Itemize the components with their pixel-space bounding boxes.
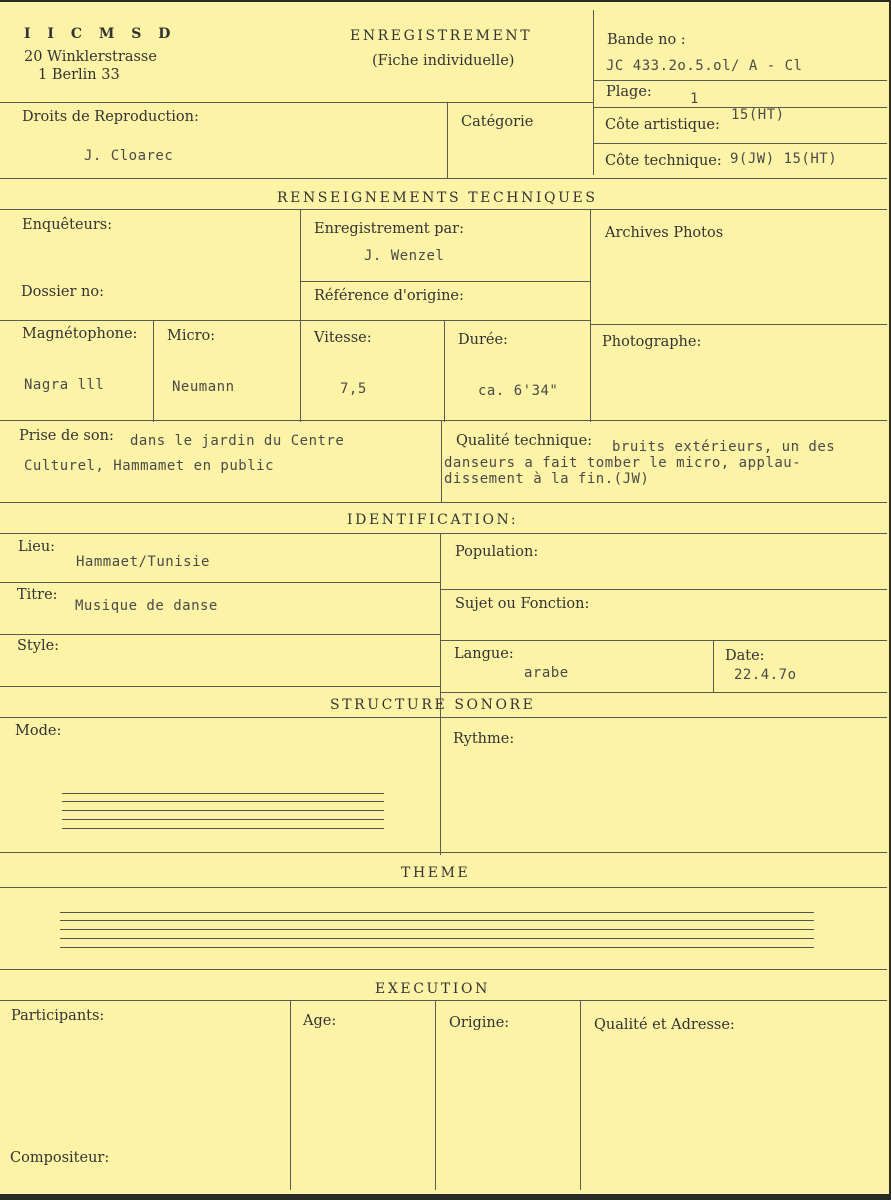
plage-value: 1 (690, 91, 699, 107)
micro-value: Neumann (172, 379, 235, 395)
qualite-technique-label: Qualité technique: (456, 433, 593, 449)
divider (0, 178, 887, 179)
divider (0, 420, 887, 421)
divider (590, 209, 591, 422)
section-identification: IDENTIFICATION: (347, 512, 519, 528)
archives-label: Archives Photos (605, 225, 724, 241)
sujet-label: Sujet ou Fonction: (455, 596, 590, 612)
magnetophone-label: Magnétophone: (22, 326, 138, 342)
divider (300, 209, 301, 422)
address-street: 20 Winklerstrasse (24, 49, 157, 65)
rythme-label: Rythme: (453, 731, 515, 747)
logo: I I C M S D (24, 26, 177, 42)
lieu-value: Hammaet/Tunisie (76, 554, 210, 570)
divider (593, 10, 594, 175)
section-structure: STRUCTURE SONORE (330, 697, 536, 713)
participants-label: Participants: (11, 1008, 105, 1024)
prise-de-son-line2: Culturel, Hammamet en public (24, 458, 275, 474)
divider (435, 1000, 436, 1190)
duree-value: ca. 6'34" (478, 383, 559, 399)
staff-line (62, 828, 384, 829)
address-city: 1 Berlin 33 (38, 67, 120, 83)
divider (0, 1000, 887, 1001)
plage-label: Plage: (606, 84, 652, 100)
divider (0, 852, 887, 853)
divider (590, 324, 887, 325)
cote-artistique-label: Côte artistique: (605, 117, 720, 133)
qualite-technique-line1: bruits extérieurs, un des (612, 439, 836, 455)
prise-de-son-label: Prise de son: (19, 428, 114, 444)
categorie-label: Catégorie (461, 114, 534, 130)
origine-label: Origine: (449, 1015, 510, 1031)
divider (153, 320, 154, 422)
card-title: ENREGISTREMENT (350, 28, 533, 44)
droits-value: J. Cloarec (84, 148, 174, 164)
divider (0, 209, 887, 210)
divider (0, 102, 593, 103)
qualite-technique-line3: dissement à la fin.(JW) (444, 471, 650, 487)
staff-line (62, 819, 384, 820)
staff-line (60, 938, 814, 939)
photographe-label: Photographe: (602, 334, 702, 350)
divider (440, 589, 887, 590)
qualite-technique-line2: danseurs a fait tomber le micro, applau- (444, 455, 802, 471)
mode-label: Mode: (15, 723, 62, 739)
titre-label: Titre: (17, 587, 58, 603)
lieu-label: Lieu: (18, 539, 56, 555)
enqueteurs-label: Enquêteurs: (22, 217, 113, 233)
enregistrement-par-value: J. Wenzel (364, 248, 445, 264)
divider (0, 320, 590, 321)
staff-line (60, 929, 814, 930)
divider (440, 692, 887, 693)
qualite-adresse-label: Qualité et Adresse: (594, 1017, 735, 1033)
divider (0, 533, 887, 534)
staff-line (62, 793, 384, 794)
divider (0, 686, 440, 687)
compositeur-label: Compositeur: (10, 1150, 110, 1166)
divider (593, 80, 887, 81)
date-value: 22.4.7o (734, 667, 797, 683)
card-subtitle: (Fiche individuelle) (372, 53, 515, 69)
section-techniques: RENSEIGNEMENTS TECHNIQUES (277, 190, 598, 206)
magnetophone-value: Nagra lll (24, 377, 105, 393)
style-label: Style: (17, 638, 60, 654)
divider (0, 634, 440, 635)
enregistrement-par-label: Enregistrement par: (314, 221, 464, 237)
reference-label: Référence d'origine: (314, 288, 464, 304)
bande-label: Bande no : (607, 32, 686, 48)
bande-value: JC 433.2o.5.ol/ A - Cl (606, 58, 803, 74)
divider (580, 1000, 581, 1190)
staff-line (60, 947, 814, 948)
divider (0, 502, 887, 503)
divider (0, 582, 440, 583)
langue-label: Langue: (454, 646, 514, 662)
divider (713, 640, 714, 693)
divider (0, 717, 887, 718)
staff-line (60, 920, 814, 921)
divider (300, 281, 590, 282)
divider (441, 420, 442, 502)
cote-artistique-value: 15(HT) (731, 107, 785, 123)
dossier-label: Dossier no: (21, 284, 104, 300)
section-execution: EXECUTION (375, 981, 490, 997)
prise-de-son-line1: dans le jardin du Centre (130, 433, 345, 449)
duree-label: Durée: (458, 332, 508, 348)
age-label: Age: (303, 1013, 337, 1029)
divider (290, 1000, 291, 1190)
vitesse-label: Vitesse: (314, 330, 372, 346)
divider (593, 143, 887, 144)
droits-label: Droits de Reproduction: (22, 109, 199, 125)
divider (444, 320, 445, 422)
cote-technique-label: Côte technique: (605, 153, 722, 169)
cote-technique-value: 9(JW) 15(HT) (730, 151, 838, 167)
micro-label: Micro: (167, 328, 216, 344)
staff-line (62, 810, 384, 811)
section-theme: THEME (401, 865, 471, 881)
divider (440, 640, 887, 641)
divider (447, 102, 448, 178)
titre-value: Musique de danse (75, 598, 218, 614)
vitesse-value: 7,5 (340, 381, 367, 397)
date-label: Date: (725, 648, 765, 664)
divider (0, 887, 887, 888)
divider (440, 533, 441, 855)
population-label: Population: (455, 544, 539, 560)
staff-line (62, 801, 384, 802)
recording-card (0, 2, 889, 1194)
divider (0, 969, 887, 970)
langue-value: arabe (524, 665, 569, 681)
staff-line (60, 912, 814, 913)
